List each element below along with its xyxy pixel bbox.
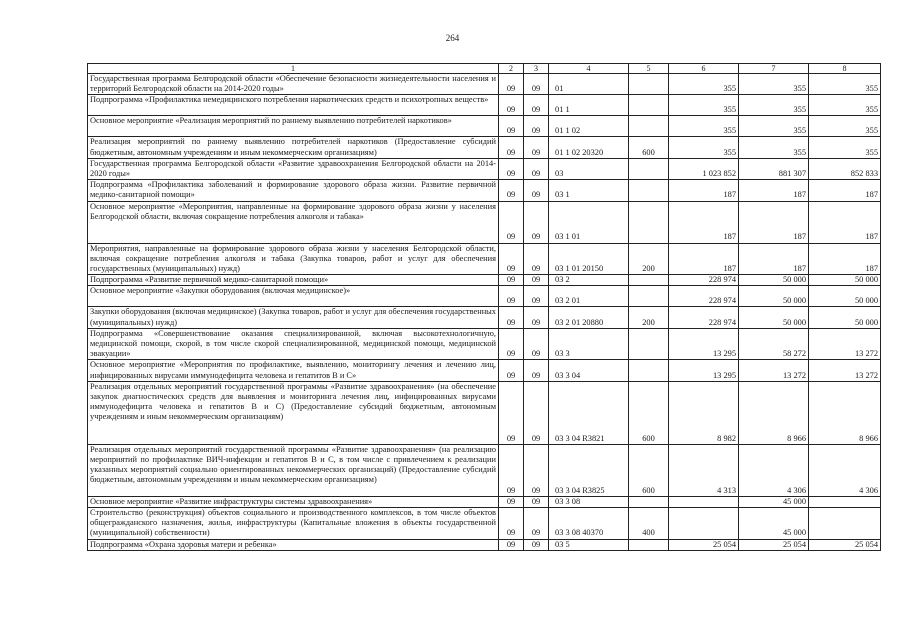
- col-header-2: 2: [499, 64, 524, 74]
- header-row: [88, 64, 881, 74]
- row-name: Государственная программа Белгородской области «Обеспечение безопасности жизнедеятельности населения и территорий Белгородской области на 2014-2020 годы»: [88, 74, 499, 95]
- cell-amount-6: 228 974: [669, 307, 739, 328]
- row-name: Строительство (реконструкция) объектов социального и производственного комплексов, в том числе объектов общегражданского назначения, жилья, инфраструктуры (Капитальные вложения в объекты государственной (муниципальной) собственности): [88, 508, 499, 540]
- cell-expense-type: [629, 275, 669, 286]
- col-header-1: 1: [88, 64, 499, 74]
- cell-amount-8: 4 306: [809, 444, 881, 496]
- cell-target-code: 03 1: [549, 180, 629, 201]
- cell-section: 09: [499, 496, 524, 507]
- cell-target-code: 03: [549, 158, 629, 179]
- cell-amount-7: 881 307: [739, 158, 809, 179]
- cell-amount-6: 187: [669, 201, 739, 243]
- table-row: [88, 539, 881, 550]
- cell-amount-8: 355: [809, 74, 881, 95]
- col-header-4: 4: [549, 64, 629, 74]
- col-header-3: 3: [524, 64, 549, 74]
- cell-subsection: 09: [524, 180, 549, 201]
- cell-target-code: 03 5: [549, 539, 629, 550]
- cell-amount-8: 355: [809, 95, 881, 116]
- cell-amount-6: 1 023 852: [669, 158, 739, 179]
- cell-expense-type: [629, 74, 669, 95]
- cell-target-code: 01 1 02: [549, 116, 629, 137]
- cell-amount-7: 50 000: [739, 307, 809, 328]
- table-row: [88, 74, 881, 95]
- row-name: Реализация мероприятий по раннему выявлению потребителей наркотиков (Предоставление субсидий бюджетным, автономным учреждениям и иным некоммерческим организациям): [88, 137, 499, 158]
- col-header-7: 7: [739, 64, 809, 74]
- table-row: [88, 201, 881, 243]
- cell-amount-6: 228 974: [669, 275, 739, 286]
- row-name: Реализация отдельных мероприятий государственной программы «Развитие здравоохранения» (на реализацию мероприятий по профилактике ВИЧ-инфекции и гепатитов В и С, в том числе с привлечением к реализации указанных мероприятий социально ориентированных некоммерческих организаций) (Предоставление субсидий бюджетным, автономным учреждениям и иным некоммерческим организациям): [88, 444, 499, 496]
- cell-amount-6: 228 974: [669, 286, 739, 307]
- row-name: Реализация отдельных мероприятий государственной программы «Развитие здравоохранения» (на обеспечение закупок диагностических средств для выявления и мониторинга лечения лиц, инфицированных вирусами иммунодефицита человека и гепатитов В и С) (Предоставление субсидий бюджетным, автономным учреждениям и иным некоммерческим организациям): [88, 381, 499, 444]
- cell-expense-type: [629, 201, 669, 243]
- cell-amount-7: 355: [739, 116, 809, 137]
- cell-amount-6: 355: [669, 137, 739, 158]
- row-name: Основное мероприятие «Закупки оборудования (включая медицинское)»: [88, 286, 499, 307]
- cell-target-code: 03 3: [549, 328, 629, 360]
- cell-expense-type: 600: [629, 444, 669, 496]
- cell-amount-8: [809, 496, 881, 507]
- cell-subsection: 09: [524, 74, 549, 95]
- cell-subsection: 09: [524, 243, 549, 275]
- row-name: Подпрограмма «Профилактика заболеваний и формирование здорового образа жизни. Развитие первичной медико-санитарной помощи»: [88, 180, 499, 201]
- cell-expense-type: [629, 286, 669, 307]
- row-name: Подпрограмма «Профилактика немедицинского потребления наркотических средств и психотропных веществ»: [88, 95, 499, 116]
- cell-amount-7: 355: [739, 95, 809, 116]
- cell-target-code: 03 3 08: [549, 496, 629, 507]
- cell-subsection: 09: [524, 381, 549, 444]
- cell-amount-7: 50 000: [739, 275, 809, 286]
- cell-amount-8: 50 000: [809, 307, 881, 328]
- cell-expense-type: 400: [629, 508, 669, 540]
- cell-subsection: 09: [524, 275, 549, 286]
- cell-section: 09: [499, 360, 524, 381]
- cell-section: 09: [499, 116, 524, 137]
- row-name: Закупки оборудования (включая медицинское) (Закупка товаров, работ и услуг для обеспечения государственных (муниципальных) нужд): [88, 307, 499, 328]
- cell-amount-6: [669, 496, 739, 507]
- cell-amount-6: 4 313: [669, 444, 739, 496]
- table-row: [88, 275, 881, 286]
- cell-expense-type: [629, 180, 669, 201]
- cell-amount-6: 25 054: [669, 539, 739, 550]
- row-name: Основное мероприятие «Мероприятия по профилактике, выявлению, мониторингу лечения и лечению лиц, инфицированных вирусами иммунодефицита человека и гепатитов В и С»: [88, 360, 499, 381]
- cell-amount-6: 8 982: [669, 381, 739, 444]
- cell-section: 09: [499, 508, 524, 540]
- cell-amount-7: 25 054: [739, 539, 809, 550]
- cell-amount-7: 13 272: [739, 360, 809, 381]
- cell-expense-type: [629, 158, 669, 179]
- cell-amount-7: 355: [739, 137, 809, 158]
- cell-target-code: 01 1 02 20320: [549, 137, 629, 158]
- cell-section: 09: [499, 539, 524, 550]
- cell-amount-8: 852 833: [809, 158, 881, 179]
- cell-target-code: 03 3 04 R3825: [549, 444, 629, 496]
- cell-section: 09: [499, 95, 524, 116]
- row-name: Подпрограмма «Охрана здоровья матери и ребенка»: [88, 539, 499, 550]
- cell-target-code: 03 3 04: [549, 360, 629, 381]
- table-row: [88, 508, 881, 540]
- cell-target-code: 01 1: [549, 95, 629, 116]
- cell-subsection: 09: [524, 286, 549, 307]
- cell-subsection: 09: [524, 137, 549, 158]
- cell-expense-type: 600: [629, 137, 669, 158]
- row-name: Подпрограмма «Совершенствование оказания специализированной, включая высокотехнологичную, медицинской помощи, скорой, в том числе скорой специализированной, медицинской помощи, медицинской эвакуации»: [88, 328, 499, 360]
- cell-section: 09: [499, 243, 524, 275]
- cell-amount-7: 58 272: [739, 328, 809, 360]
- cell-amount-6: 355: [669, 116, 739, 137]
- cell-expense-type: [629, 328, 669, 360]
- cell-amount-8: 355: [809, 116, 881, 137]
- cell-target-code: 03 3 04 R3821: [549, 381, 629, 444]
- cell-subsection: 09: [524, 95, 549, 116]
- cell-subsection: 09: [524, 496, 549, 507]
- cell-expense-type: [629, 116, 669, 137]
- cell-amount-8: 8 966: [809, 381, 881, 444]
- table-row: [88, 286, 881, 307]
- cell-subsection: 09: [524, 201, 549, 243]
- cell-amount-7: 8 966: [739, 381, 809, 444]
- table-row: [88, 307, 881, 328]
- cell-amount-8: 13 272: [809, 360, 881, 381]
- cell-amount-7: 4 306: [739, 444, 809, 496]
- col-header-5: 5: [629, 64, 669, 74]
- cell-amount-8: 25 054: [809, 539, 881, 550]
- cell-amount-8: 187: [809, 201, 881, 243]
- cell-target-code: 03 1 01: [549, 201, 629, 243]
- table-row: [88, 496, 881, 507]
- cell-section: 09: [499, 275, 524, 286]
- row-name: Основное мероприятие «Реализация мероприятий по раннему выявлению потребителей наркотиков»: [88, 116, 499, 137]
- table-row: [88, 180, 881, 201]
- cell-amount-8: 50 000: [809, 286, 881, 307]
- table-row: [88, 243, 881, 275]
- cell-amount-8: 187: [809, 243, 881, 275]
- cell-target-code: 03 2 01: [549, 286, 629, 307]
- row-name: Мероприятия, направленные на формирование здорового образа жизни у населения Белгородской области, включая сокращение потребления алкоголя и табака (Закупка товаров, работ и услуг для обеспечения государственных (муниципальных) нужд): [88, 243, 499, 275]
- row-name: Основное мероприятие «Мероприятия, направленные на формирование здорового образа жизни у населения Белгородской области, включая сокращение потребления алкоголя и табака»: [88, 201, 499, 243]
- cell-section: 09: [499, 444, 524, 496]
- cell-subsection: 09: [524, 158, 549, 179]
- page-number: 264: [445, 33, 460, 43]
- cell-section: 09: [499, 137, 524, 158]
- cell-amount-6: 187: [669, 180, 739, 201]
- cell-target-code: 03 2: [549, 275, 629, 286]
- table-row: [88, 381, 881, 444]
- cell-target-code: 01: [549, 74, 629, 95]
- cell-section: 09: [499, 201, 524, 243]
- row-name: Подпрограмма «Развитие первичной медико-санитарной помощи»: [88, 275, 499, 286]
- cell-amount-7: 45 000: [739, 508, 809, 540]
- cell-amount-6: 13 295: [669, 360, 739, 381]
- cell-amount-8: 187: [809, 180, 881, 201]
- cell-target-code: 03 2 01 20880: [549, 307, 629, 328]
- cell-section: 09: [499, 74, 524, 95]
- cell-expense-type: [629, 360, 669, 381]
- cell-amount-7: 50 000: [739, 286, 809, 307]
- cell-amount-8: 13 272: [809, 328, 881, 360]
- cell-amount-8: 355: [809, 137, 881, 158]
- table-row: [88, 360, 881, 381]
- col-header-8: 8: [809, 64, 881, 74]
- cell-amount-8: [809, 508, 881, 540]
- cell-target-code: 03 1 01 20150: [549, 243, 629, 275]
- table-row: [88, 444, 881, 496]
- cell-expense-type: [629, 539, 669, 550]
- cell-amount-7: 187: [739, 201, 809, 243]
- budget-table: [87, 63, 881, 551]
- table-row: [88, 95, 881, 116]
- cell-target-code: 03 3 08 40370: [549, 508, 629, 540]
- cell-amount-6: 355: [669, 95, 739, 116]
- cell-expense-type: [629, 95, 669, 116]
- cell-subsection: 09: [524, 444, 549, 496]
- cell-subsection: 09: [524, 360, 549, 381]
- cell-subsection: 09: [524, 116, 549, 137]
- cell-amount-7: 187: [739, 243, 809, 275]
- cell-amount-6: [669, 508, 739, 540]
- cell-amount-6: 355: [669, 74, 739, 95]
- cell-amount-7: 187: [739, 180, 809, 201]
- cell-amount-6: 13 295: [669, 328, 739, 360]
- cell-subsection: 09: [524, 307, 549, 328]
- table-row: [88, 158, 881, 179]
- cell-expense-type: [629, 496, 669, 507]
- cell-section: 09: [499, 307, 524, 328]
- cell-amount-8: 50 000: [809, 275, 881, 286]
- cell-section: 09: [499, 381, 524, 444]
- cell-section: 09: [499, 286, 524, 307]
- cell-amount-7: 45 000: [739, 496, 809, 507]
- cell-amount-6: 187: [669, 243, 739, 275]
- row-name: Государственная программа Белгородской области «Развитие здравоохранения Белгородской области на 2014-2020 годы»: [88, 158, 499, 179]
- cell-subsection: 09: [524, 539, 549, 550]
- cell-expense-type: 200: [629, 243, 669, 275]
- cell-subsection: 09: [524, 328, 549, 360]
- col-header-6: 6: [669, 64, 739, 74]
- table-row: [88, 328, 881, 360]
- cell-section: 09: [499, 328, 524, 360]
- cell-subsection: 09: [524, 508, 549, 540]
- row-name: Основное мероприятие «Развитие инфраструктуры системы здравоохранения»: [88, 496, 499, 507]
- cell-section: 09: [499, 158, 524, 179]
- cell-amount-7: 355: [739, 74, 809, 95]
- cell-expense-type: 200: [629, 307, 669, 328]
- cell-expense-type: 600: [629, 381, 669, 444]
- cell-section: 09: [499, 180, 524, 201]
- table-row: [88, 137, 881, 158]
- table-row: [88, 116, 881, 137]
